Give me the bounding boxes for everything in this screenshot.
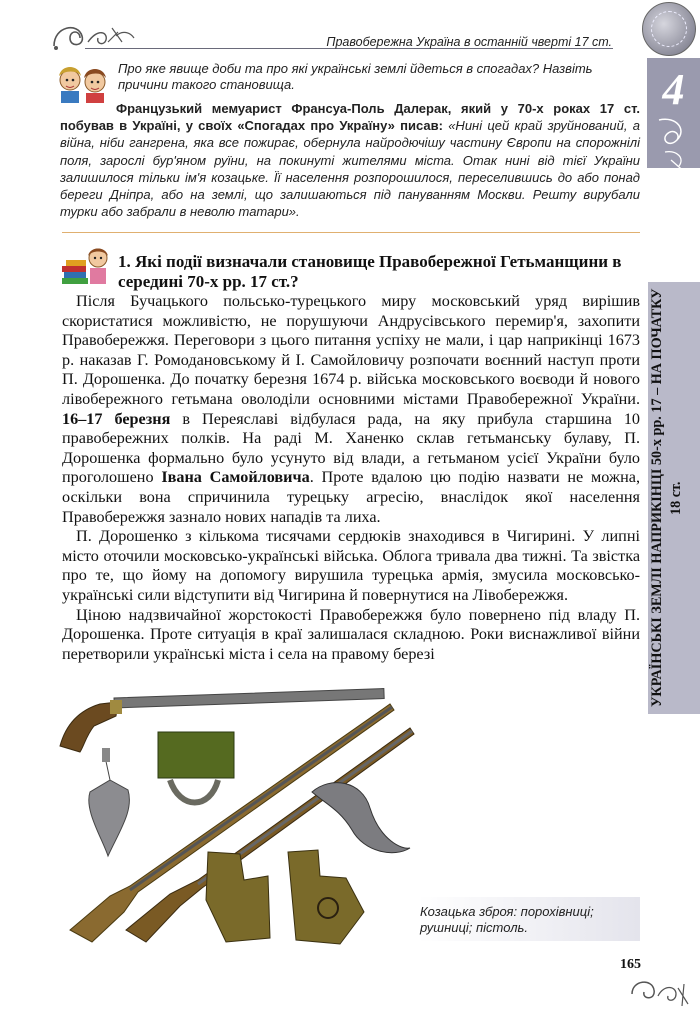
cartridge-pouch-icon — [206, 850, 364, 944]
date-highlight: 16–17 березня — [62, 409, 171, 428]
section-body — [62, 292, 640, 664]
figure-caption: Козацька зброя: порохівниці; рушниці; пістоль. — [420, 904, 594, 935]
memoir-paragraph — [60, 100, 640, 220]
question-prompt: Про яке явище доби та про які українські землі йдеться в спогадах? Назвіть причини такого становища. — [118, 61, 593, 92]
memoir-quote: «Нині цей край зруйнований, а війна, ніби гангрена, яка все пожирає, обернула найродючішу частину Європи на спорожнілі поля, зарослі бур'яном руїни, на покинуті жителями міста. Отак нині від тієї України залишилося тільки ім'я козацьке. Її населення розпорошилося, переселившись до або понад береги Дніпра, або на землі, що залишаються під пануванням Москви. Решту вирубали турки або забрали в неволю татари». — [60, 118, 640, 220]
chapter-number: 4 — [662, 65, 685, 114]
name-highlight: Івана Самойловича — [161, 468, 310, 487]
paragraph-text: в Переяславі відбулася рада, на яку прибула старшина 10 правобережних полків. На раді М. Ханенко склав гетьманську булаву, П. Дорошенка формально було усунуто від влади, а гетьманом усієї України було проголошено — [62, 409, 641, 487]
chapter-ornament-icon — [647, 110, 700, 180]
powder-flask-icon — [89, 748, 130, 856]
running-title: Правобережна Україна в останній чверті 17 ст. — [326, 35, 612, 49]
children-question-icon — [55, 58, 113, 104]
paragraph: Ціною надзвичайної жорстокості Правобережжя було повернено під владу П. Дорошенка. Проте ситуація в краї залишалася складною. Роки виснажливої війни перетворили українські міста і села на правому березі — [62, 605, 640, 663]
horn-flask-icon — [312, 783, 410, 853]
paragraph-text: Після Бучацького польсько-турецького миру московський уряд вирішив скористатися можливістю, не порушуючи Андрусівського перемир'я, захопити Правобережжя. Переговори з цього питання успіху не мали, і цар наприкінці 1673 р. наказав Г. Ромодановському й І. Самойловичу розпочати воєнний наступ проти П. Дорошенка. До початку березня 1674 р. війська московського воєводи й нового лівобережного гетьмана оволоділи основними містами Правобережної України. — [62, 292, 640, 408]
reading-child-books-icon — [60, 244, 112, 286]
page-number: 165 — [620, 957, 641, 972]
emblem-seal-ring — [651, 11, 687, 47]
paragraph — [62, 292, 640, 527]
corner-ornament-icon — [48, 18, 138, 52]
section-sidebar-title: УКРАЇНСЬКІ ЗЕМЛІ НАПРИКІНЦІ 50-х рр. 17 – НА ПОЧАТКУ 18 ст. — [649, 288, 684, 708]
pouch-icon — [158, 732, 234, 803]
memoir-intro: Французький мемуарист Франсуа-Поль Далерак, який у 70-х роках 17 ст. побував в Україні, у своїх «Спогадах про Україну» писав: — [60, 101, 640, 134]
section-divider — [62, 232, 640, 233]
section-heading: 1. Які події визначали становище Правобережної Гетьманщини в середині 70-х рр. 17 ст.? — [118, 252, 622, 291]
footer-ornament-icon — [624, 974, 694, 1014]
paragraph: П. Дорошенко з кількома тисячами сердюків знаходився в Чигирині. У липні місто оточили московсько-українські війська. Облога тривала два тижні. Та звістка про те, що йому на допомогу вирушила турецька армія, змусила московсько-українські сили відступити від Чигирина й повернутися на Лівобережжя. — [62, 527, 640, 604]
cossack-weapons-illustration — [30, 680, 430, 950]
paragraph-text: . Проте вдалою цю подію назвати не можна, оскільки вона спричинила турецьку агресію, внаслідок якої населення Правобережжя зазнало нових нападів та лиха. — [62, 468, 640, 526]
